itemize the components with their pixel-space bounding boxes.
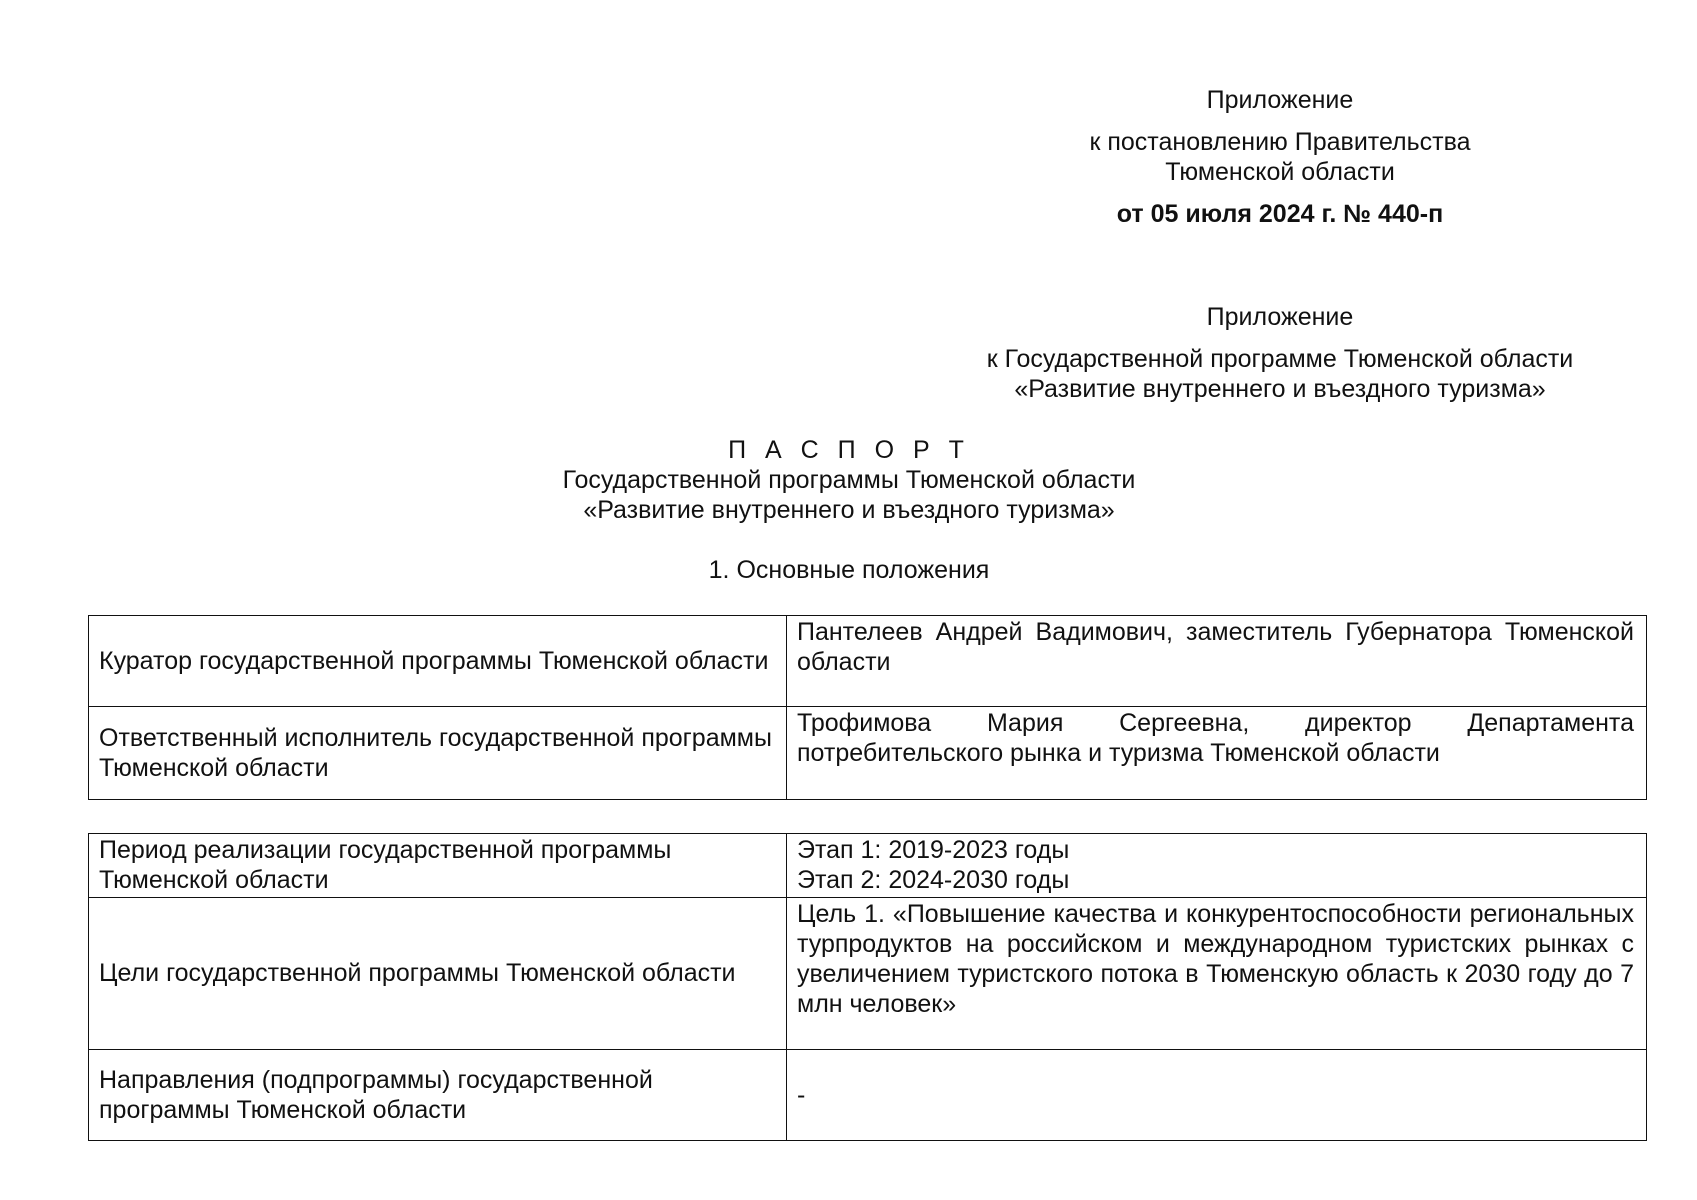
table-row (89, 616, 1647, 707)
table-row (89, 707, 1647, 800)
row-value-period (787, 834, 1647, 898)
period-stage-1: Этап 1: 2019-2023 годы (797, 836, 1070, 864)
program-appendix-title: Приложение (1206, 303, 1354, 331)
appendix-reference-line2: Тюменской области (1165, 158, 1395, 186)
row-label-directions: Направления (подпрограммы) государственной программы Тюменской области (89, 1050, 787, 1141)
row-label-curator: Куратор государственной программы Тюменской области (89, 616, 787, 707)
resolution-date-number: от 05 июля 2024 г. № 440-п (1116, 200, 1444, 228)
table-row (89, 834, 1647, 898)
program-appendix-line1: к Государственной программе Тюменской области (986, 345, 1574, 373)
row-label-goals: Цели государственной программы Тюменской области (89, 898, 787, 1050)
passport-subtitle-line1: Государственной программы Тюменской области (562, 466, 1136, 494)
period-stage-2: Этап 2: 2024-2030 годы (797, 866, 1070, 894)
row-label-period: Период реализации государственной программы Тюменской области (89, 834, 787, 898)
appendix-title: Приложение (1206, 86, 1354, 114)
appendix-reference-line1: к постановлению Правительства (1089, 128, 1471, 156)
row-value-directions: - (787, 1050, 1647, 1141)
passport-table-goals (88, 833, 1647, 1141)
program-appendix-line2: «Развитие внутреннего и въездного туризма» (1014, 375, 1546, 403)
row-value-executor: Трофимова Мария Сергеевна, директор Департамента потребительского рынка и туризма Тюменской области (787, 707, 1647, 800)
passport-table-responsible (88, 615, 1647, 800)
row-value-curator: Пантелеев Андрей Вадимович, заместитель Губернатора Тюменской области (787, 616, 1647, 707)
row-label-executor: Ответственный исполнитель государственной программы Тюменской области (89, 707, 787, 800)
passport-subtitle-line2: «Развитие внутреннего и въездного туризма» (583, 496, 1115, 524)
table-row (89, 1050, 1647, 1141)
passport-title: П А С П О Р Т (728, 436, 970, 464)
row-value-goals: Цель 1. «Повышение качества и конкурентоспособности региональных турпродуктов на российском и международном туристских рынках с увеличением туристского потока в Тюменскую область к 2030 году до 7 млн человек» (787, 898, 1647, 1050)
table-row (89, 898, 1647, 1050)
section-heading: 1. Основные положения (708, 556, 990, 584)
